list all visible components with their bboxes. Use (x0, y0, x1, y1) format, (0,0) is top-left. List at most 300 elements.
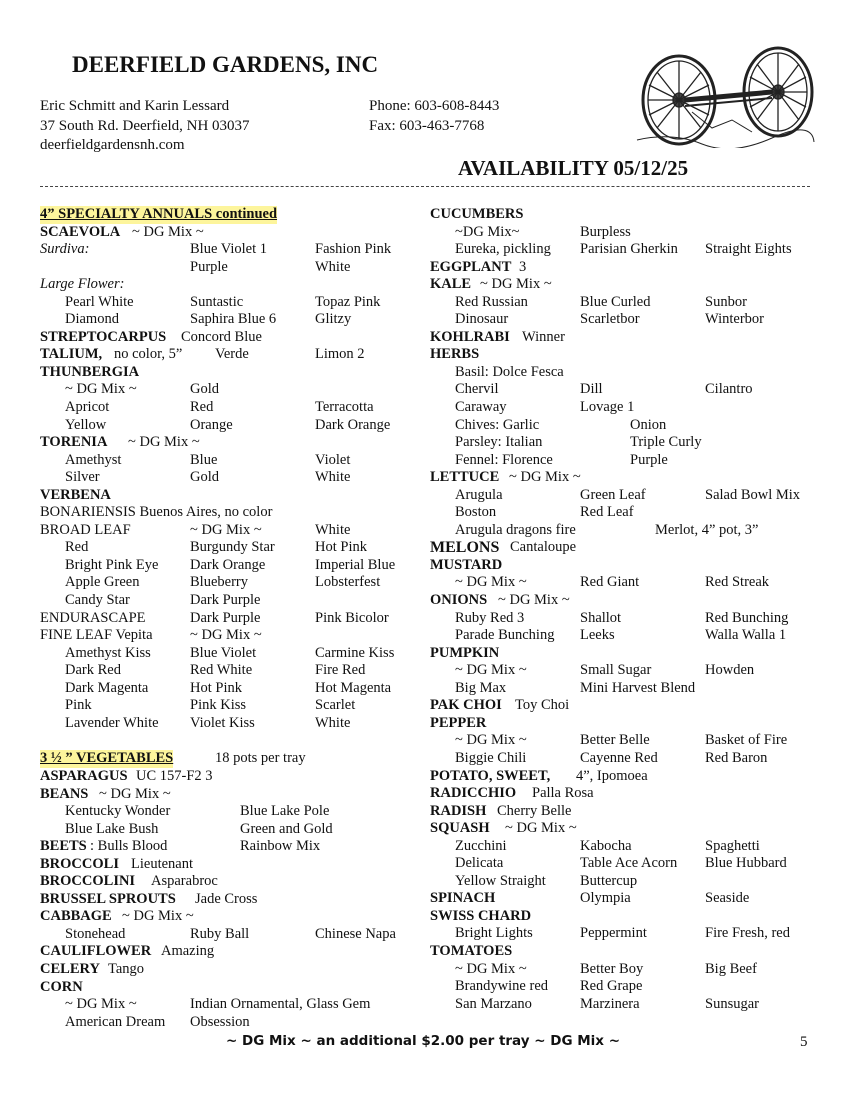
list-item: Diamond (65, 311, 119, 328)
list-item: Howden (705, 662, 755, 679)
list-row (40, 627, 420, 645)
list-row (430, 241, 820, 259)
list-item: Dark Purple (190, 592, 261, 609)
list-item: Saphira Blue 6 (190, 311, 277, 328)
list-item: ~ DG Mix ~ (122, 908, 194, 925)
website-line: deerfieldgardensnh.com (40, 137, 185, 153)
list-row (430, 750, 820, 768)
list-item: Amethyst (65, 451, 122, 468)
list-item: Chives: Garlic (455, 416, 540, 433)
list-item: FINE LEAF Vepita (40, 627, 153, 644)
list-row (40, 487, 420, 505)
list-row (40, 434, 420, 452)
list-row (40, 610, 420, 628)
category-heading: ONIONS (430, 592, 488, 609)
list-item: Cantaloupe (510, 539, 577, 556)
list-row (430, 890, 820, 908)
list-item: ~ DG Mix ~ (509, 469, 581, 486)
list-item: Obsession (190, 1013, 250, 1030)
list-item: Glitzy (315, 311, 352, 328)
list-item: Parsley: Italian (455, 434, 543, 451)
category-heading: BEETS (40, 838, 87, 855)
list-item: ~ DG Mix ~ (128, 434, 200, 451)
list-item: Salad Bowl Mix (705, 486, 801, 503)
list-row (430, 276, 820, 294)
list-row (430, 820, 820, 838)
footer-note: ~ DG Mix ~ an additional $2.00 per tray ~ DG Mix ~ (226, 1033, 621, 1049)
list-item: Sunsugar (705, 995, 759, 1012)
list-item: Jade Cross (195, 890, 258, 907)
list-item: White (315, 521, 351, 538)
category-heading: SCAEVOLA (40, 223, 121, 240)
list-item: Purple (190, 258, 228, 275)
list-item: Table Ace Acorn (580, 855, 678, 872)
list-item: Red Grape (580, 978, 643, 995)
list-item: Dill (580, 381, 603, 398)
list-row (430, 504, 820, 522)
list-item: Apple Green (65, 574, 140, 591)
category-heading: HERBS (430, 346, 480, 363)
list-row (430, 206, 820, 224)
list-item: Verde (215, 346, 249, 363)
list-row (430, 399, 820, 417)
list-item: Kabocha (580, 837, 632, 854)
list-item: Purple (630, 451, 668, 468)
category-heading: MELONS (430, 539, 500, 557)
list-item: Caraway (455, 399, 507, 416)
list-item: Blue Violet (190, 644, 257, 661)
list-item: Pink Bicolor (315, 609, 389, 626)
list-item: ~ DG Mix ~ (455, 960, 527, 977)
list-item: Dark Purple (190, 609, 261, 626)
list-item: 18 pots per tray (215, 750, 306, 767)
wagon-wheels-logo (632, 40, 817, 148)
list-item: Arugula (455, 486, 503, 503)
category-heading: KALE (430, 276, 472, 293)
list-item: Scarlet (315, 697, 356, 714)
list-row (430, 925, 820, 943)
fax-line: Fax: 603-463-7768 (369, 118, 485, 134)
list-item: Peppermint (580, 925, 647, 942)
category-heading: Surdiva: (40, 241, 90, 258)
list-row (430, 469, 820, 487)
list-item: Cayenne Red (580, 749, 658, 766)
list-row (430, 873, 820, 891)
list-item: Indian Ornamental, Glass Gem (190, 996, 371, 1013)
owners-line: Eric Schmitt and Karin Lessard (40, 98, 230, 114)
category-heading: ASPARAGUS (40, 767, 128, 784)
list-item: Amazing (161, 943, 215, 960)
list-item: Concord Blue (181, 328, 262, 345)
list-item: Winterbor (705, 311, 765, 328)
list-item: Blue Lake Bush (65, 820, 159, 837)
list-item: Mini Harvest Blend (580, 679, 696, 696)
list-item: Triple Curly (630, 434, 702, 451)
list-row (40, 539, 420, 557)
list-item: Eureka, pickling (455, 241, 551, 258)
list-item: Red Giant (580, 574, 640, 591)
list-item: Asparabroc (151, 873, 218, 890)
list-item: Burgundy Star (190, 539, 275, 556)
list-item: Cherry Belle (497, 802, 572, 819)
list-row (430, 785, 820, 803)
list-item: Boston (455, 504, 497, 521)
list-row (40, 522, 420, 540)
list-row (40, 574, 420, 592)
list-item: BONARIENSIS Buenos Aires, no color (40, 504, 273, 521)
list-row (430, 732, 820, 750)
list-item: Red White (190, 662, 253, 679)
list-item: Violet Kiss (190, 714, 255, 731)
list-row (40, 697, 420, 715)
list-item: Buttercup (580, 872, 638, 889)
list-row (40, 259, 420, 277)
list-row (40, 961, 420, 979)
list-item: Suntastic (190, 293, 244, 310)
address-line: 37 South Rd. Deerfield, NH 03037 (40, 118, 250, 134)
category-heading: RADICCHIO (430, 785, 517, 802)
list-item: Cilantro (705, 381, 753, 398)
list-row (430, 329, 820, 347)
list-row (40, 786, 420, 804)
list-item: ~ DG Mix ~ (498, 592, 570, 609)
list-item: Big Beef (705, 960, 757, 977)
category-heading: EGGPLANT (430, 258, 512, 275)
category-heading: SWISS CHARD (430, 907, 532, 924)
list-row (430, 996, 820, 1014)
list-item: ~ DG Mix ~ (455, 662, 527, 679)
list-row (40, 417, 420, 435)
category-heading: BRUSSEL SPROUTS (40, 890, 176, 907)
list-row (40, 926, 420, 944)
list-item: Tango (108, 960, 145, 977)
category-heading: BEANS (40, 785, 89, 802)
list-row (40, 979, 420, 997)
list-row (40, 715, 420, 733)
list-item: Better Boy (580, 960, 644, 977)
category-heading: MUSTARD (430, 556, 503, 573)
list-item: BROAD LEAF (40, 521, 131, 538)
list-item: Winner (522, 328, 565, 345)
list-item: Red Russian (455, 293, 528, 310)
list-item: Stonehead (65, 925, 126, 942)
list-row (40, 206, 420, 224)
list-item: Apricot (65, 399, 110, 416)
list-row (40, 680, 420, 698)
list-item: Hot Pink (190, 679, 242, 696)
list-item: Amethyst Kiss (65, 644, 151, 661)
category-heading: LETTUCE (430, 469, 500, 486)
list-item: Pink (65, 697, 92, 714)
list-item: Marzinera (580, 995, 640, 1012)
list-item: Big Max (455, 679, 507, 696)
list-item: Green Leaf (580, 486, 646, 503)
category-heading: TORENIA (40, 434, 108, 451)
category-heading: TOMATOES (430, 942, 513, 959)
list-item: Chervil (455, 381, 499, 398)
list-row (430, 522, 820, 540)
list-item: Topaz Pink (315, 293, 381, 310)
list-item: Hot Pink (315, 539, 367, 556)
list-item: Dark Orange (315, 416, 391, 433)
category-heading: THUNBERGIA (40, 363, 140, 380)
list-row (40, 294, 420, 312)
list-row (430, 662, 820, 680)
list-item: Fire Red (315, 662, 366, 679)
list-item: Yellow (65, 416, 107, 433)
list-item: Zucchini (455, 837, 507, 854)
list-row (40, 224, 420, 242)
list-row (40, 364, 420, 382)
list-item: Lovage 1 (580, 399, 635, 416)
list-item: Parade Bunching (455, 627, 555, 644)
list-row (430, 680, 820, 698)
list-row (430, 311, 820, 329)
list-row (40, 311, 420, 329)
list-item: Leeks (580, 627, 615, 644)
list-row (40, 873, 420, 891)
category-heading: Large Flower: (40, 276, 125, 293)
list-item: Red (190, 399, 214, 416)
list-item: Red Baron (705, 749, 768, 766)
list-item: Blue Hubbard (705, 855, 787, 872)
list-row (430, 259, 820, 277)
list-row (430, 539, 820, 557)
list-row (430, 610, 820, 628)
list-item: Red (65, 539, 89, 556)
category-heading: PAK CHOI (430, 697, 502, 714)
list-item: Red Leaf (580, 504, 634, 521)
category-heading: CORN (40, 978, 83, 995)
category-heading: BROCCOLINI (40, 873, 136, 890)
list-row (40, 592, 420, 610)
list-item: Ruby Red 3 (455, 609, 525, 626)
list-item: Toy Choi (515, 697, 570, 714)
list-item: Sunbor (705, 293, 747, 310)
list-item: ~ DG Mix ~ (455, 732, 527, 749)
list-row (430, 838, 820, 856)
list-item: Basil: Dolce Fesca (455, 363, 564, 380)
list-row (40, 645, 420, 663)
company-name: DEERFIELD GARDENS, INC (72, 52, 379, 77)
list-row (40, 768, 420, 786)
list-row (430, 417, 820, 435)
list-row (430, 978, 820, 996)
list-item: Fashion Pink (315, 241, 392, 258)
list-item: Candy Star (65, 592, 130, 609)
category-heading: 4” SPECIALTY ANNUALS continued (40, 206, 278, 222)
list-item: ENDURASCAPE (40, 609, 146, 626)
list-item: no color, 5” (114, 346, 183, 363)
list-item: Fennel: Florence (455, 451, 553, 468)
category-heading: SPINACH (430, 890, 496, 907)
list-item: Hot Magenta (315, 679, 392, 696)
list-row (40, 1014, 420, 1032)
category-heading: POTATO, SWEET, (430, 767, 551, 784)
list-row (430, 381, 820, 399)
list-row (40, 452, 420, 470)
list-item: San Marzano (455, 995, 532, 1012)
list-row (40, 908, 420, 926)
list-row (430, 803, 820, 821)
category-heading: VERBENA (40, 486, 111, 503)
list-item: Lieutenant (131, 855, 194, 872)
list-item: Spaghetti (705, 837, 760, 854)
list-item: Walla Walla 1 (705, 627, 787, 644)
category-heading: CUCUMBERS (430, 206, 524, 222)
list-item: Terracotta (315, 399, 374, 416)
category-heading: PEPPER (430, 714, 487, 731)
list-item: Green and Gold (240, 820, 333, 837)
list-row (40, 504, 420, 522)
list-item: Shallot (580, 609, 622, 626)
list-row (40, 241, 420, 259)
list-item: Onion (630, 416, 667, 433)
list-item: White (315, 714, 351, 731)
category-heading: 3 ½ ” VEGETABLES (40, 750, 174, 767)
list-item: Delicata (455, 855, 504, 872)
category-heading: TALIUM, (40, 346, 103, 363)
list-row (40, 856, 420, 874)
phone-line: Phone: 603-608-8443 (369, 98, 500, 114)
list-item: Violet (315, 451, 351, 468)
list-row (40, 662, 420, 680)
category-heading: PUMPKIN (430, 644, 500, 661)
page-number: 5 (800, 1034, 808, 1050)
list-item: White (315, 258, 351, 275)
list-item: Ruby Ball (190, 925, 250, 942)
list-row (40, 838, 420, 856)
list-item: Merlot, 4” pot, 3” (655, 521, 759, 538)
list-item: ~ DG Mix ~ (65, 381, 137, 398)
list-item: Silver (65, 469, 100, 486)
list-row (430, 645, 820, 663)
list-item: Pink Kiss (190, 697, 247, 714)
availability-title: AVAILABILITY 05/12/25 (458, 156, 689, 180)
list-item: Limon 2 (315, 346, 365, 363)
list-item: Scarletbor (580, 311, 640, 328)
list-row (430, 452, 820, 470)
category-heading: CABBAGE (40, 908, 112, 925)
list-item: Parisian Gherkin (580, 241, 678, 258)
list-item: Bright Lights (455, 925, 533, 942)
category-heading: CAULIFLOWER (40, 943, 152, 960)
list-item: Small Sugar (580, 662, 652, 679)
list-item: Red Streak (705, 574, 770, 591)
list-item: Arugula dragons fire (455, 521, 576, 538)
header-divider (40, 186, 810, 187)
list-item: Gold (190, 469, 219, 486)
list-item: : Bulls Blood (90, 838, 168, 855)
left-column (40, 206, 420, 1031)
list-item: ~ DG Mix ~ (132, 223, 204, 240)
list-row (40, 346, 420, 364)
list-item: 3 (519, 258, 527, 275)
list-item: Fire Fresh, red (705, 925, 790, 942)
list-row (430, 434, 820, 452)
list-row (40, 469, 420, 487)
category-heading: BROCCOLI (40, 855, 119, 872)
list-row (40, 943, 420, 961)
list-item: Better Belle (580, 732, 650, 749)
list-row (430, 908, 820, 926)
list-item: ~ DG Mix ~ (455, 574, 527, 591)
right-column (430, 206, 820, 1013)
list-row (40, 381, 420, 399)
list-row (430, 592, 820, 610)
list-item: Gold (190, 381, 219, 398)
list-row (430, 346, 820, 364)
list-item: Pearl White (65, 293, 134, 310)
list-item: Basket of Fire (705, 732, 788, 749)
category-heading: SQUASH (430, 820, 490, 837)
list-item: Red Bunching (705, 609, 789, 626)
list-row (40, 821, 420, 839)
list-item: Biggie Chili (455, 749, 527, 766)
list-row (430, 294, 820, 312)
list-item: Seaside (705, 890, 750, 907)
list-item: Orange (190, 416, 233, 433)
list-item: Blue Curled (580, 293, 651, 310)
list-item: Dark Magenta (65, 679, 149, 696)
list-item: Kentucky Wonder (65, 803, 171, 820)
list-item: Dark Red (65, 662, 121, 679)
list-item: Dinosaur (455, 311, 509, 328)
category-heading: STREPTOCARPUS (40, 328, 167, 345)
list-item: Straight Eights (705, 241, 792, 258)
list-item: Rainbow Mix (240, 838, 321, 855)
list-row (40, 557, 420, 575)
list-row (430, 574, 820, 592)
list-item: American Dream (65, 1013, 166, 1030)
list-item: ~ DG Mix ~ (190, 521, 262, 538)
list-row (40, 891, 420, 909)
list-item: Lobsterfest (315, 574, 381, 591)
list-item: Olympia (580, 890, 631, 907)
list-row (40, 276, 420, 294)
list-row (430, 715, 820, 733)
list-item: ~DG Mix~ (455, 223, 520, 240)
list-row (430, 487, 820, 505)
list-item: Blue (190, 451, 218, 468)
list-item: ~ DG Mix ~ (99, 785, 171, 802)
list-item: UC 157-F2 3 (136, 767, 213, 784)
list-item: Blue Violet 1 (190, 241, 267, 258)
list-row (430, 961, 820, 979)
list-item: Burpless (580, 223, 631, 240)
list-row (40, 996, 420, 1014)
list-item: Bright Pink Eye (65, 556, 159, 573)
list-item: ~ DG Mix ~ (190, 627, 262, 644)
list-item: Dark Orange (190, 556, 266, 573)
list-item: Carmine Kiss (315, 644, 395, 661)
list-item: ~ DG Mix ~ (480, 276, 552, 293)
list-item: Blue Lake Pole (240, 803, 330, 820)
list-item: ~ DG Mix ~ (505, 820, 577, 837)
list-item: 4”, Ipomoea (576, 767, 648, 784)
list-row (430, 224, 820, 242)
list-row (430, 768, 820, 786)
list-row (40, 399, 420, 417)
list-item: Brandywine red (455, 978, 549, 995)
category-heading: RADISH (430, 802, 487, 819)
list-item: Palla Rosa (532, 785, 594, 802)
category-heading: CELERY (40, 960, 100, 977)
list-row (40, 750, 420, 768)
list-row (430, 697, 820, 715)
list-item: Yellow Straight (455, 872, 546, 889)
list-row (430, 627, 820, 645)
